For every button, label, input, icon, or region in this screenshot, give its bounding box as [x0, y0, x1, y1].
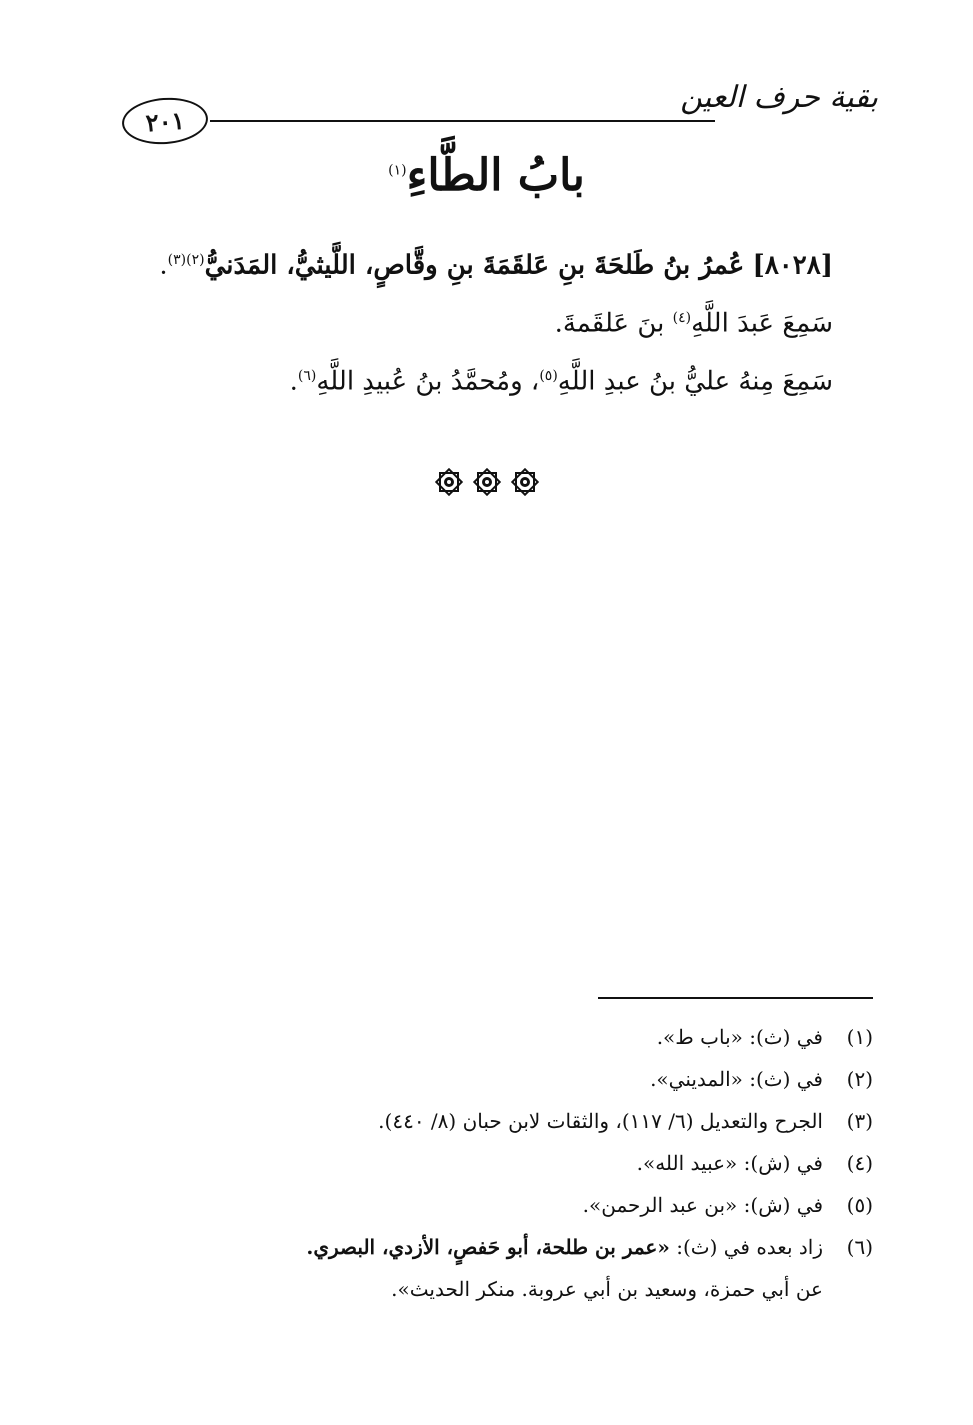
footnote-number: (٦) — [846, 1235, 873, 1259]
line2-start: سَمِعَ عَبدَ اللَّهِ — [691, 308, 833, 339]
line2-end: بنَ عَلقَمةَ. — [554, 308, 673, 339]
line3-end: . — [289, 366, 298, 397]
footnote-text: في (ث): «المديني». — [650, 1067, 823, 1091]
chapter-title — [0, 150, 973, 201]
footnote-2 — [93, 1064, 873, 1094]
entry-heard-by-line — [133, 356, 833, 402]
running-title: بقية حرف العين — [680, 80, 878, 115]
footnote-text: الجرح والتعديل (٦/ ١١٧)، والثقات لابن حبان (٨/ ٤٤٠). — [378, 1109, 823, 1133]
footnote-number: (٣) — [846, 1109, 873, 1133]
line3-start: سَمِعَ مِنهُ عليُّ بنُ عبدِ اللَّهِ — [557, 366, 833, 397]
line3-mid: ، ومُحمَّدُ بنُ عُبيدِ اللَّهِ — [316, 366, 540, 397]
footnote-continuation-text: عن أبي حمزة، وسعيد بن أبي عروبة. منكر الحديث». — [391, 1277, 823, 1301]
footnote-number: (٤) — [846, 1151, 873, 1175]
entry-name-note-refs: (٢)(٣) — [167, 252, 205, 268]
section-divider-ornaments — [0, 468, 973, 496]
footnote-6-continuation — [43, 1274, 823, 1304]
line2-note-ref: (٤) — [672, 310, 692, 326]
chapter-title-text: بابُ الطَّاءِ — [406, 150, 585, 201]
footnote-number: (٢) — [846, 1067, 873, 1091]
entry-heading-line — [133, 240, 833, 286]
footnote-quoted-text: «عمر بن طلحة، أبو حَفصٍ، الأزدي، البصري. — [306, 1235, 670, 1259]
line3-note-ref-2: (٦) — [297, 368, 317, 384]
line3-note-ref-1: (٥) — [539, 368, 558, 384]
chapter-title-note-ref: (١) — [388, 162, 407, 179]
header-rule — [210, 120, 715, 122]
footnote-3 — [93, 1106, 873, 1136]
footnote-separator — [598, 997, 873, 999]
entry-name-end: . — [159, 250, 168, 281]
footnote-1 — [93, 1022, 873, 1052]
footnote-5 — [93, 1190, 873, 1220]
footnote-number: (٥) — [846, 1193, 873, 1217]
ornament-icon — [435, 468, 463, 496]
footnote-6 — [93, 1232, 873, 1262]
entry-number: [٨٠٢٨] — [752, 250, 833, 281]
footnote-text: في (ش): «بن عبد الرحمن». — [582, 1193, 823, 1217]
entry-name: عُمرُ بنُ طَلحَةَ بنِ عَلقَمَةَ بنِ وقَّاصٍ، اللَّيثيُّ، المَدَنيُّ — [204, 250, 745, 281]
ornament-icon — [511, 468, 539, 496]
footnote-text: في (ش): «عبيد الله». — [636, 1151, 823, 1175]
footnote-4 — [93, 1148, 873, 1178]
footnote-prefix: زاد بعده في (ث): — [669, 1235, 823, 1259]
footnote-number: (١) — [846, 1025, 873, 1049]
page-number: ٢٠١ — [121, 95, 210, 147]
footnote-text: في (ث): «باب ط». — [656, 1025, 823, 1049]
entry-heard-from-line — [133, 298, 833, 344]
ornament-icon — [473, 468, 501, 496]
